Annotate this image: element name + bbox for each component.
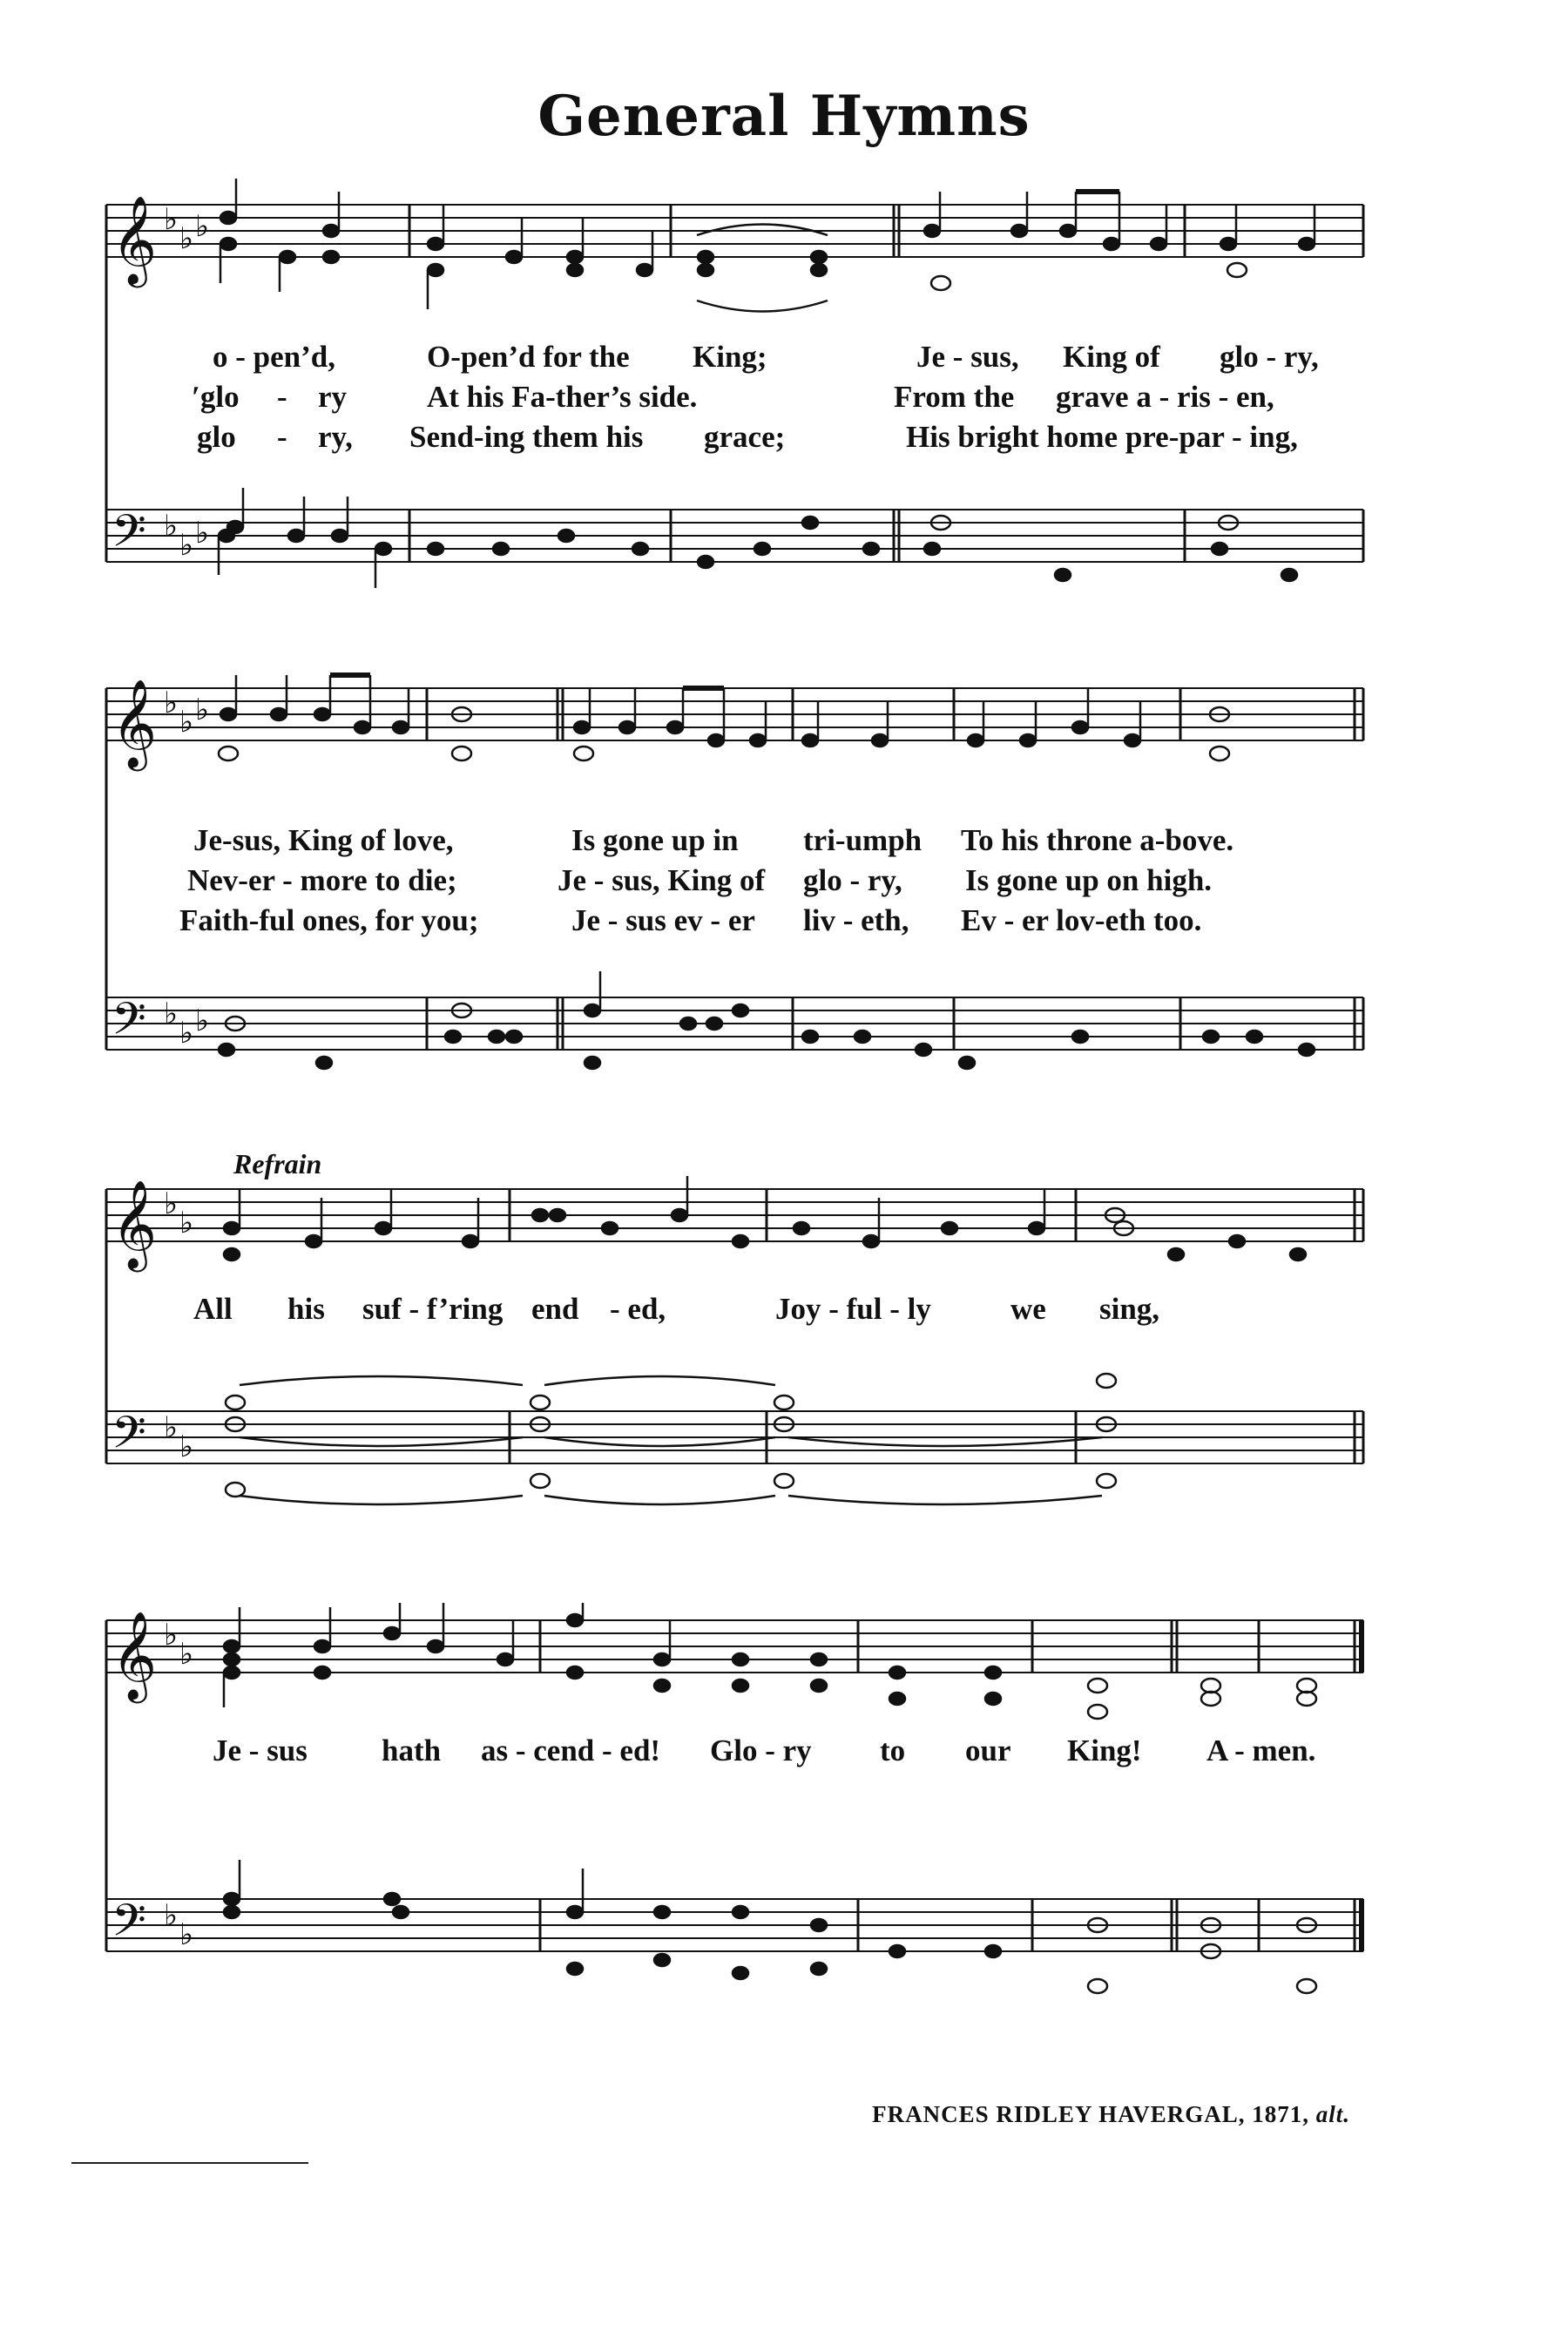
staff-notation-3 — [0, 1172, 1568, 1511]
music-system-3 — [0, 1172, 1568, 1511]
lyric-syllable: Je - sus, — [916, 340, 1019, 374]
svg-text:♭: ♭ — [164, 1898, 179, 1933]
lyric-syllable: end — [531, 1292, 579, 1326]
lyric-syllable: O-pen’d for the — [427, 340, 630, 374]
refrain-line — [0, 1292, 1568, 1335]
lyric-syllable: Je - sus ev - er — [571, 903, 755, 937]
lyric-syllable: Je-sus, King of love, — [193, 823, 454, 857]
svg-text:♭: ♭ — [179, 1917, 194, 1952]
lyric-syllable: Je - sus, King of — [558, 863, 766, 897]
lyric-syllable: our — [965, 1734, 1011, 1767]
refrain-label: Refrain — [233, 1148, 322, 1179]
lyric-syllable: hath — [382, 1734, 442, 1767]
svg-text:♭: ♭ — [164, 1618, 179, 1652]
svg-text:♭: ♭ — [179, 1637, 194, 1672]
lyric-syllable: sing, — [1099, 1292, 1160, 1326]
lyric-syllable: King; — [693, 340, 767, 374]
svg-text:♭: ♭ — [179, 221, 194, 256]
lyric-syllable: From the — [894, 380, 1015, 414]
lyric-syllable: - — [277, 420, 287, 454]
lyric-syllable: ry, — [318, 420, 353, 454]
author-credit-alt: alt. — [1315, 2101, 1350, 2127]
lyric-syllable: grace; — [704, 420, 786, 454]
final-line — [0, 1734, 1568, 1777]
verse-1-line — [0, 340, 1568, 383]
svg-text:♭: ♭ — [179, 705, 194, 740]
lyric-syllable: Nev-er - more to die; — [187, 863, 457, 897]
svg-text:♭: ♭ — [164, 509, 179, 544]
lyric-syllable: as - cend - ed! — [481, 1734, 661, 1767]
svg-text:♭: ♭ — [164, 997, 179, 1031]
svg-text:♭: ♭ — [195, 209, 210, 244]
lyric-syllable: suf - f’ring — [362, 1292, 504, 1326]
svg-text:♭: ♭ — [179, 1206, 194, 1240]
lyric-syllable: Ev - er lov-eth too. — [961, 903, 1202, 937]
lyric-syllable: ʹglo — [192, 380, 240, 414]
verse-2-line — [0, 380, 1568, 423]
svg-text:𝄞: 𝄞 — [112, 1610, 158, 1700]
svg-text:𝄞: 𝄞 — [112, 194, 158, 284]
lyric-syllable: Je - sus — [213, 1734, 308, 1767]
svg-text:𝄞: 𝄞 — [112, 1179, 158, 1268]
lyric-syllable: o - pen’d, — [213, 340, 335, 374]
lyric-syllable: Is gone up in — [571, 823, 739, 857]
lyric-syllable: All — [193, 1292, 233, 1326]
lyric-syllable: to — [880, 1734, 906, 1767]
lyric-syllable: His bright home pre-par - ing, — [906, 420, 1298, 454]
lyric-syllable: Send-ing them his — [409, 420, 644, 454]
lyric-syllable: Is gone up on high. — [965, 863, 1213, 897]
lyric-syllable: - — [277, 380, 287, 414]
verse-1-line — [0, 823, 1568, 867]
page-title: General Hymns — [537, 84, 1031, 149]
lyric-syllable: his — [287, 1292, 325, 1326]
author-credit — [872, 2101, 1350, 2128]
svg-text:𝄞: 𝄞 — [112, 678, 158, 767]
svg-text:♭: ♭ — [195, 1004, 210, 1038]
lyric-syllable: To his throne a-bove. — [961, 823, 1234, 857]
svg-text:♭: ♭ — [164, 1410, 179, 1445]
svg-text:𝄢: 𝄢 — [112, 1406, 146, 1470]
lyric-syllable: At his Fa-ther’s side. — [427, 380, 698, 414]
verse-2-line — [0, 863, 1568, 907]
lyric-syllable: ry — [318, 380, 348, 414]
lyric-syllable: Joy - ful - ly — [775, 1292, 931, 1326]
svg-text:𝄢: 𝄢 — [112, 1894, 146, 1957]
lyric-syllable: A - men. — [1206, 1734, 1316, 1767]
music-system-4 — [0, 1603, 1568, 2004]
lyric-syllable: we — [1010, 1292, 1046, 1326]
verse-3-line — [0, 420, 1568, 463]
svg-text:♭: ♭ — [195, 693, 210, 727]
svg-text:♭: ♭ — [179, 528, 194, 563]
lyric-syllable: King! — [1067, 1734, 1142, 1767]
lyric-syllable: glo — [197, 420, 236, 454]
author-credit-text: FRANCES RIDLEY HAVERGAL, 1871, — [872, 2101, 1309, 2127]
lyric-syllable: grave a - ris - en, — [1056, 380, 1274, 414]
svg-text:𝄢: 𝄢 — [112, 504, 146, 568]
lyric-syllable: Glo - ry — [710, 1734, 812, 1767]
lyric-syllable: tri-umph — [803, 823, 923, 857]
svg-text:♭: ♭ — [195, 516, 210, 551]
svg-text:♭: ♭ — [164, 202, 179, 237]
svg-text:♭: ♭ — [179, 1429, 194, 1464]
svg-text:♭: ♭ — [179, 1016, 194, 1051]
lyric-syllable: King of — [1063, 340, 1160, 374]
staff-notation-4 — [0, 1603, 1568, 2004]
lyric-syllable: liv - eth, — [803, 903, 909, 937]
lyric-syllable: Faith-ful ones, for you; — [179, 903, 479, 937]
footnote-rule — [71, 2162, 308, 2164]
svg-text:♭: ♭ — [164, 686, 179, 720]
svg-text:♭: ♭ — [164, 1186, 179, 1221]
lyric-syllable: - ed, — [610, 1292, 666, 1326]
verse-3-line — [0, 903, 1568, 947]
lyric-syllable: glo - ry, — [1220, 340, 1319, 374]
svg-text:𝄢: 𝄢 — [112, 992, 146, 1056]
lyric-syllable: glo - ry, — [803, 863, 902, 897]
